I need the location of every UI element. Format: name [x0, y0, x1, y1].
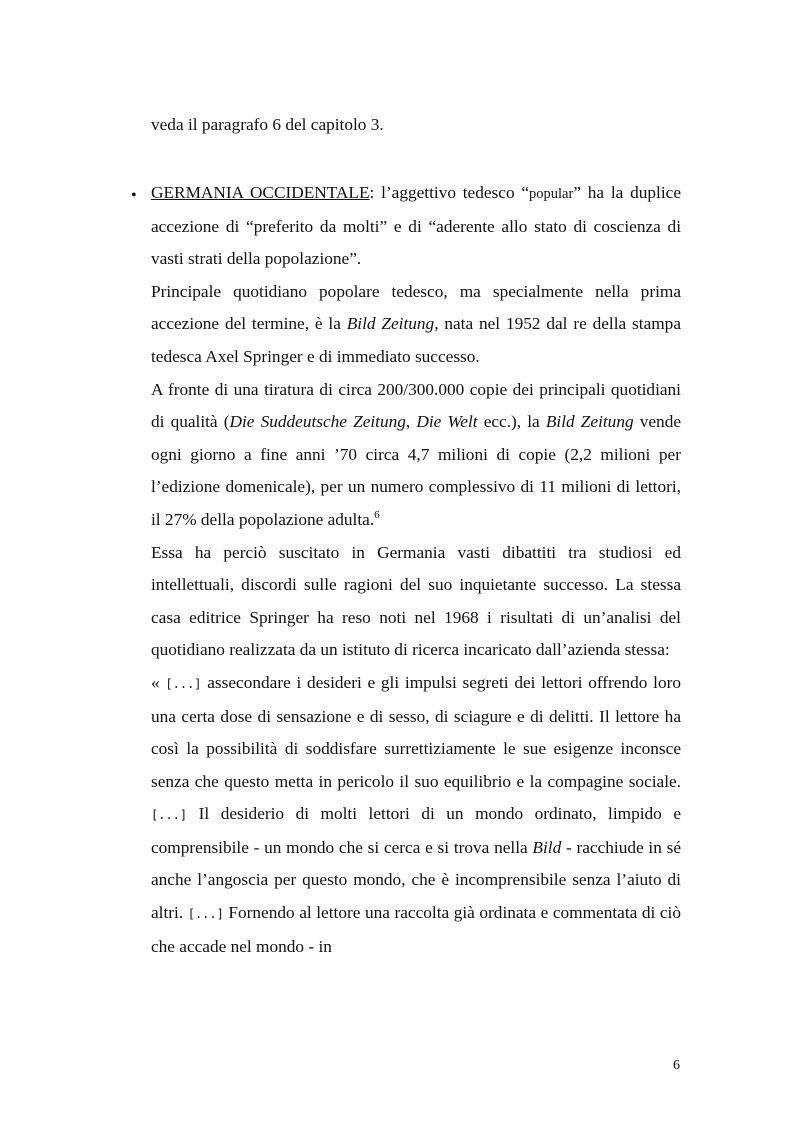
p3-text-a: A fronte di una tiratura di circa 200/300.000 copie dei principali quotidiani di qualità (: [151, 379, 681, 432]
newspaper-title: Die Suddeutsche Zeitung: [229, 412, 406, 432]
paragraph-bild-intro: [151, 276, 681, 374]
newspaper-title: Bild Zeitung: [346, 314, 435, 334]
ellipsis-marker: [...]: [187, 907, 224, 922]
intro-text-a: : l’aggettivo tedesco “: [369, 183, 530, 202]
p2-text-a: Principale quotidiano popolare tedesco, ma specialmente nella prima accezione del termine, è la: [151, 281, 681, 334]
paragraph-circulation: [151, 374, 681, 537]
p3-text-b: ,: [405, 412, 417, 432]
quote-text-c: - racchiude in sé anche l’angoscia per questo mondo, che è incomprensibile senza l’aiuto di altri.: [151, 837, 681, 923]
body-text: [151, 177, 681, 963]
p3-text-c: ecc.), la: [477, 412, 546, 432]
section-heading: GERMANIA OCCIDENTALE: [151, 183, 370, 202]
continuation-line: veda il paragrafo 6 del capitolo 3.: [151, 115, 384, 134]
intro-text-b: ” ha la duplice accezione di “preferito da molti” e di “aderente allo stato di coscienza di vasti strati della popolazione”.: [151, 183, 681, 269]
quote-open: «: [151, 672, 166, 692]
page-number: 6: [673, 1058, 680, 1073]
intro-word: popular: [529, 186, 574, 202]
bullet-icon: •: [131, 187, 137, 204]
paragraph-debate: Essa ha perciò suscitato in Germania vasti dibattiti tra studiosi ed intellettuali, discordi sulle ragioni del suo inquietante successo. La stessa casa editrice Springer ha reso noti nel 1968 i risultati di un’analisi del quotidiano realizzata da un istituto di ricerca incaricato dall’azienda stessa:: [151, 542, 681, 660]
p3-text-d: vende ogni giorno a fine anni ’70 circa 4,7 milioni di copie (2,2 milioni per l’edizione domenicale), per un numero complessivo di 11 milioni di lettori, il 27% della popolazione adulta.: [151, 412, 682, 529]
footnote-marker: 6: [374, 508, 380, 521]
section-intro-paragraph: [151, 177, 681, 276]
p2-text-b: , nata nel 1952 dal re della stampa tedesca Axel Springer e di immediato successo.: [151, 314, 681, 366]
newspaper-title: Die Welt: [416, 412, 478, 432]
ellipsis-marker: [...]: [151, 808, 188, 823]
quote-paragraph: [151, 667, 681, 963]
quote-text-b: Il desiderio di molti lettori di un mondo ordinato, limpido e comprensibile - un mondo che si cerca e si trova nella: [151, 804, 681, 857]
quote-text-d: Fornendo al lettore una raccolta già ordinata e commentata di ciò che accade nel mondo - in: [151, 903, 681, 956]
newspaper-title: Bild Zeitung: [545, 412, 634, 432]
quote-text-a: assecondare i desideri e gli impulsi segreti dei lettori offrendo loro una certa dose di sensazione e di sesso, di sciagure e di delitti. Il lettore ha così la possibilità di soddisfare surrettiziamente le sue esigenze inconsce senza che questo metta in pericolo il suo equilibrio e la compagine sociale.: [151, 672, 681, 791]
ellipsis-marker: [...]: [165, 676, 202, 691]
newspaper-title: Bild: [532, 837, 562, 857]
